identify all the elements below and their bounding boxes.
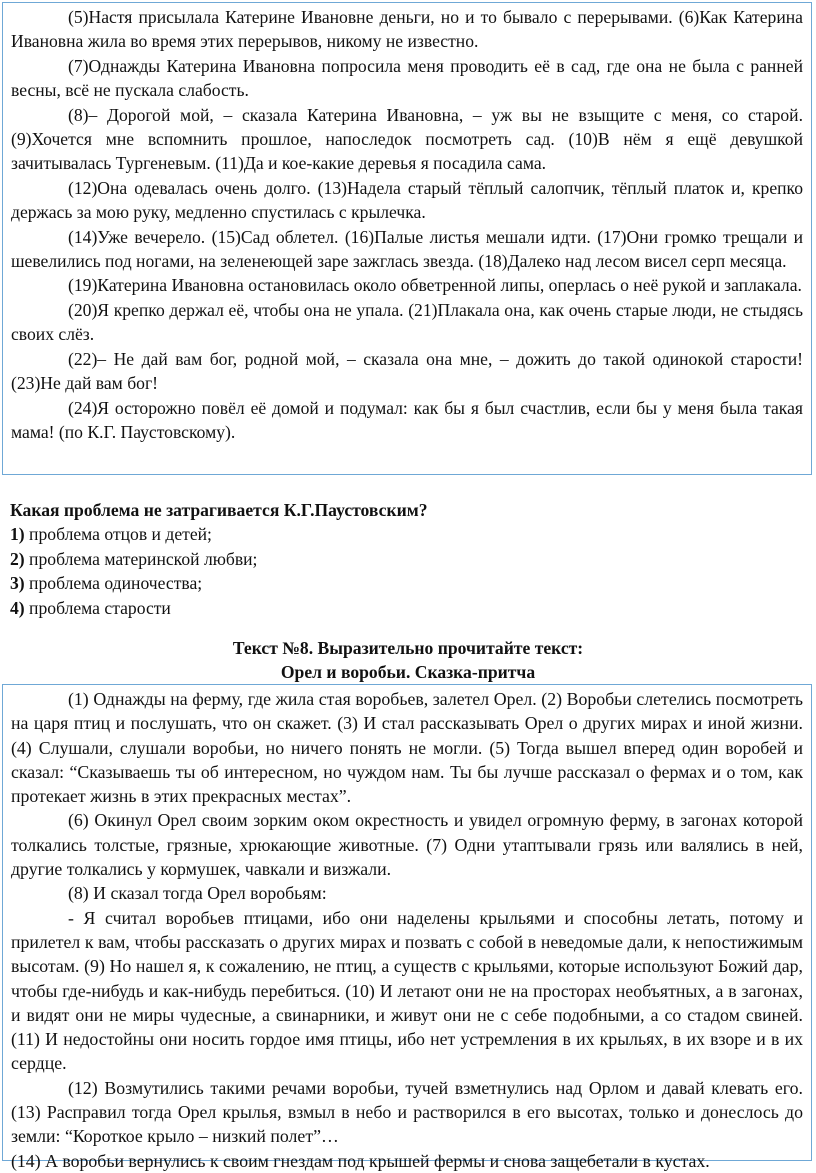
paragraph: (14) А воробьи вернулись к своим гнездам под крышей фермы и снова защебетали в кустах. [11, 1150, 710, 1171]
paragraph: (19)Катерина Ивановна остановилась около обветренной липы, оперлась о неё рукой и заплакала. [68, 275, 802, 296]
option-number: 1) [10, 524, 25, 545]
paragraph: (14)Уже вечерело. (15)Сад облетел. (16)Палые листья мешали идти. (17)Они громко трещали и шевелились под ногами, на зеленеющей заре зажглась звезда. (18)Далеко над лесом висел серп месяца. [11, 226, 803, 272]
option-text: проблема одиночества; [24, 573, 203, 594]
text-8-frame [2, 684, 812, 1171]
answer-option [10, 547, 810, 571]
option-number: 2) [10, 548, 25, 569]
option-text: проблема отцов и детей; [24, 524, 212, 545]
question-title: Какая проблема не затрагивается К.Г.Паустовским? [10, 500, 428, 520]
answer-option [10, 571, 810, 595]
option-number: 3) [10, 573, 25, 594]
paragraph: (1) Однажды на ферму, где жила стая воробьев, залетел Орел. (2) Воробьи слетелись посмотреть на царя птиц и послушать, что он скажет. (3) И стал рассказывать Орел о других мирах и иной жизни. (4) Слушали, слушали воробьи, но ничего понять не могли. (5) Тогда вышел вперед один воробей и сказал: “Сказываешь ты об интересном, но чуждом нам. Ты бы лучше рассказал о фермах и о том, как протекает жизнь в этих прекрасных местах”. [11, 689, 803, 807]
text-7-frame [2, 2, 812, 475]
paragraph: (7)Однажды Катерина Ивановна попросила меня проводить её в сад, где она не была с ранней весны, всё не пускала слабость. [11, 55, 803, 101]
paragraph: - Я считал воробьев птицами, ибо они наделены крыльями и способны летать, потому и прилетел к вам, чтобы рассказать о других мирах и позвать с собой в неведомые дали, к непостижимым высотам. (9) Но нашел я, к сожалению, не птиц, а существ с крыльями, которые используют Божий дар, чтобы где-нибудь и как-нибудь перебиться. (10) И летают они не на просторах необъятных, а в загонах, и видят они не миры чудесные, а свинарники, и живут они не с себе подобными, а со стадом свиней. (11) И недостойны они носить гордое имя птицы, ибо нет устремления в их крыльях, в их взоре и в их сердце. [11, 907, 803, 1074]
paragraph: (8) И сказал тогда Орел воробьям: [68, 883, 327, 904]
option-number: 4) [10, 597, 25, 618]
option-text: проблема старости [24, 597, 171, 618]
paragraph: (20)Я крепко держал её, чтобы она не упала. (21)Плакала она, как очень старые люди, не стыдясь своих слёз. [11, 299, 803, 345]
paragraph: (5)Настя присылала Катерине Ивановне деньги, но и то бывало с перерывами. (6)Как Катерина Ивановна жила во время этих перерывов, никому не известно. [11, 7, 803, 52]
option-text: проблема материнской любви; [24, 548, 258, 569]
paragraph: (12) Возмутились такими речами воробьи, тучей взметнулись над Орлом и давай клевать его. (13) Расправил тогда Орел крылья, взмыл в небо и растворился в его высотах, только и донеслось до земли: “Короткое крыло – низкий полет”… [11, 1077, 803, 1147]
paragraph: (24)Я осторожно повёл её домой и подумал: как бы я был счастлив, если бы у меня была такая мама! (по К.Г. Паустовскому). [11, 397, 803, 442]
paragraph: (6) Окинул Орел своим зорким оком окрестность и увидел огромную ферму, в загонах которой толкались толстые, грязные, хрюкающие животные. (7) Одни утаптывали грязь или валялись в ней, другие толкались у кормушек, чавкали и визжали. [11, 810, 803, 880]
paragraph: (22)– Не дай вам бог, родной мой, – сказала она мне, – дожить до такой одинокой старости! (23)Не дай вам бог! [11, 348, 803, 394]
text-8-subheading: Орел и воробьи. Сказка-притча [280, 662, 536, 682]
paragraph: (12)Она одевалась очень долго. (13)Надела старый тёплый салопчик, тёплый платок и, крепко держась за мою руку, медленно спустилась с крылечка. [11, 177, 803, 223]
paragraph: (8)– Дорогой мой, – сказала Катерина Ивановна, – уж вы не взыщите с меня, со старой. (9)Хочется мне вспомнить прошлое, напоследок посмотреть сад. (10)В нём я ещё девушкой зачитывалась Тургеневым. (11)Да и кое-какие деревья я посадила сама. [11, 104, 803, 174]
answer-option [10, 596, 810, 620]
text-8-heading: Текст №8. Выразительно прочитайте текст: [232, 638, 584, 658]
answer-option [10, 522, 810, 546]
question-block [10, 498, 810, 620]
